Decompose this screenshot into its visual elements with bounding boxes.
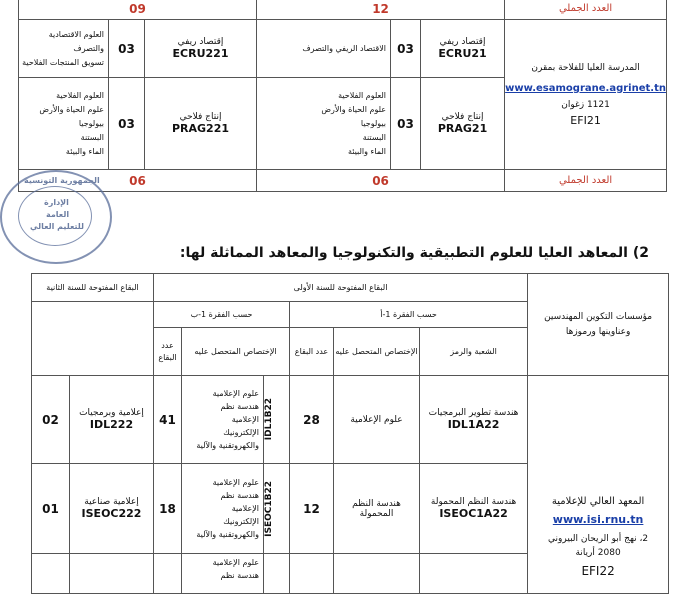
section-heading: 2) المعاهد العليا للعلوم التطبيقية والتكنولوجيا والمعاهد المماثلة لها: [179,245,649,261]
list-item: والتصرف [73,43,104,53]
prog1-list [257,20,391,78]
total-label: العدد الجملي [505,170,667,192]
list-item: الإعلامية [231,415,260,424]
branch-name: هندسة تطوير البرمجيات [428,408,519,418]
spec-code: ECRU221 [172,47,229,60]
code-b: ISEOC1B22 [264,480,275,537]
seats-cell: 03 [391,78,421,170]
list-item: بيولوجيا [78,118,104,128]
table-row [19,20,667,78]
bottom-table [31,273,669,594]
list-item: الإعلامية [231,504,260,513]
list-item: الاقتصاد الريفي والتصرف [302,43,387,53]
y2-spec-name: إعلامية وبرمجيات [79,408,144,418]
code-b: IDL1B22 [264,398,275,441]
list-item: هندسة نظم [220,571,260,580]
prog2-list [19,78,109,170]
y2-seats: 01 [32,464,70,554]
institution-link[interactable]: www.esamograne.agrinet.tn [505,82,666,94]
para-a-header: حسب الفقرة 1-أ [290,302,528,328]
spec-header: الإختصاص المتحصل عليه [182,328,290,376]
seats-header: عدد البقاع [290,328,334,376]
stamp-text: الجمهورية التونسية [24,176,100,185]
total-year1-value: 12 [257,0,505,20]
code-b-cell [264,464,290,554]
list-item: العلوم الفلاحية [56,90,104,100]
list-item: والكهروتقنية والآلية [196,530,260,539]
institution-name: المدرسة العليا للفلاحة بمقرن [531,62,640,73]
list-item: الإلكترونيك [223,517,260,526]
official-stamp [0,170,112,264]
list-item: علوم الإعلامية [212,558,260,567]
prog2-list [19,20,109,78]
para-b-header: حسب الفقرة 1-ب [154,302,290,328]
institution-cell [505,20,667,170]
spec-name: إقتصاد ريفي [177,37,224,47]
total-row [19,170,667,192]
header-row [32,274,669,302]
list-item: علوم الإعلامية [212,389,260,398]
branch-name: هندسة النظم المحمولة [430,497,517,507]
code-b-cell [264,376,290,464]
seats-header: عدد البقاع [154,328,182,376]
table-row [32,376,669,464]
branch-header: الشعبة والرمز [420,328,528,376]
total-year2-value: 06 [19,170,257,192]
institution-postal: 2080 أريانة [575,548,621,558]
institutions-header: مؤسسات التكوين المهندسين وعناوينها ورموزها [528,274,669,376]
total-year2-value: 09 [19,0,257,20]
y2-spec-cell [70,376,154,464]
institution-name: المعهد العالي للإعلامية [551,496,645,507]
branch-code: ISEOC1A22 [439,507,508,520]
list-item: العلوم الفلاحية [338,90,387,100]
seats-cell: 03 [109,20,145,78]
stamp-text: للتعليم العالي [30,222,85,231]
seats-cell: 03 [391,20,421,78]
spec-code: ECRU21 [438,47,487,60]
list-item: العلوم الاقتصادية [48,29,104,39]
list-item: علوم الإعلامية [212,478,260,487]
institution-address: 1121 زغوان [561,99,610,110]
branch-code: IDL1A22 [447,418,500,431]
spec-a: هندسة النظم المحمولة [334,464,420,554]
branch-cell [420,464,528,554]
seats-b: 41 [154,376,182,464]
spec-header: الإختصاص المتحصل عليه [334,328,420,376]
spec-cell [145,78,257,170]
spec-code: PRAG221 [171,122,230,135]
institution-cell [528,376,669,594]
seats-cell: 03 [109,78,145,170]
spec-cell [421,78,505,170]
spec-b-list [182,376,264,464]
list-item: البستنة [80,132,104,142]
seats-a: 12 [290,464,334,554]
institution-code: EFI21 [570,113,601,127]
total-year1-value: 06 [257,170,505,192]
stamp-text: العامة [46,210,70,219]
list-item: الماء والبيئة [347,146,387,156]
institution-link[interactable]: www.isi.rnu.tn [552,513,644,526]
total-label: العدد الجملي [505,0,667,20]
list-item: البستنة [362,132,387,142]
list-item: تسويق المنتجات الفلاحية [22,57,104,67]
y2-seats: 02 [32,376,70,464]
spec-b-list [182,554,264,594]
y2-spec-name: إعلامية صناعية [84,497,139,507]
spec-code: PRAG21 [437,122,488,135]
list-item: الإلكترونيك [223,428,260,437]
seats-b: 18 [154,464,182,554]
y2-spec-code: ISEOC222 [81,507,142,520]
prog1-list [257,78,391,170]
y2-spec-cell [70,464,154,554]
spec-name: إقتصاد ريفي [439,37,486,47]
spec-b-list [182,464,264,554]
institution-code: EFI22 [581,564,615,578]
year2-header: البقاع المفتوحة للسنة الثانية [32,274,154,302]
year1-header: البقاع المفتوحة للسنة الأولى [154,274,528,302]
list-item: هندسة نظم [220,402,260,411]
seats-a: 28 [290,376,334,464]
list-item: والكهروتقنية والآلية [196,441,260,450]
spec-cell [145,20,257,78]
stamp-text: الإدارة [44,198,69,207]
spec-a: علوم الإعلامية [334,376,420,464]
institution-address: 2، نهج أبو الريحان البيروني [548,534,649,544]
spec-cell [421,20,505,78]
total-row [19,0,667,20]
y2-spec-code: IDL222 [89,418,134,431]
list-item: علوم الحياة والأرض [39,104,104,114]
branch-cell [420,376,528,464]
spec-name: إنتاج فلاحي [441,112,484,122]
list-item: بيولوجيا [360,118,387,128]
list-item: الماء والبيئة [65,146,104,156]
top-table [18,0,667,192]
spec-name: إنتاج فلاحي [179,112,222,122]
list-item: علوم الحياة والأرض [321,104,387,114]
list-item: هندسة نظم [220,491,260,500]
